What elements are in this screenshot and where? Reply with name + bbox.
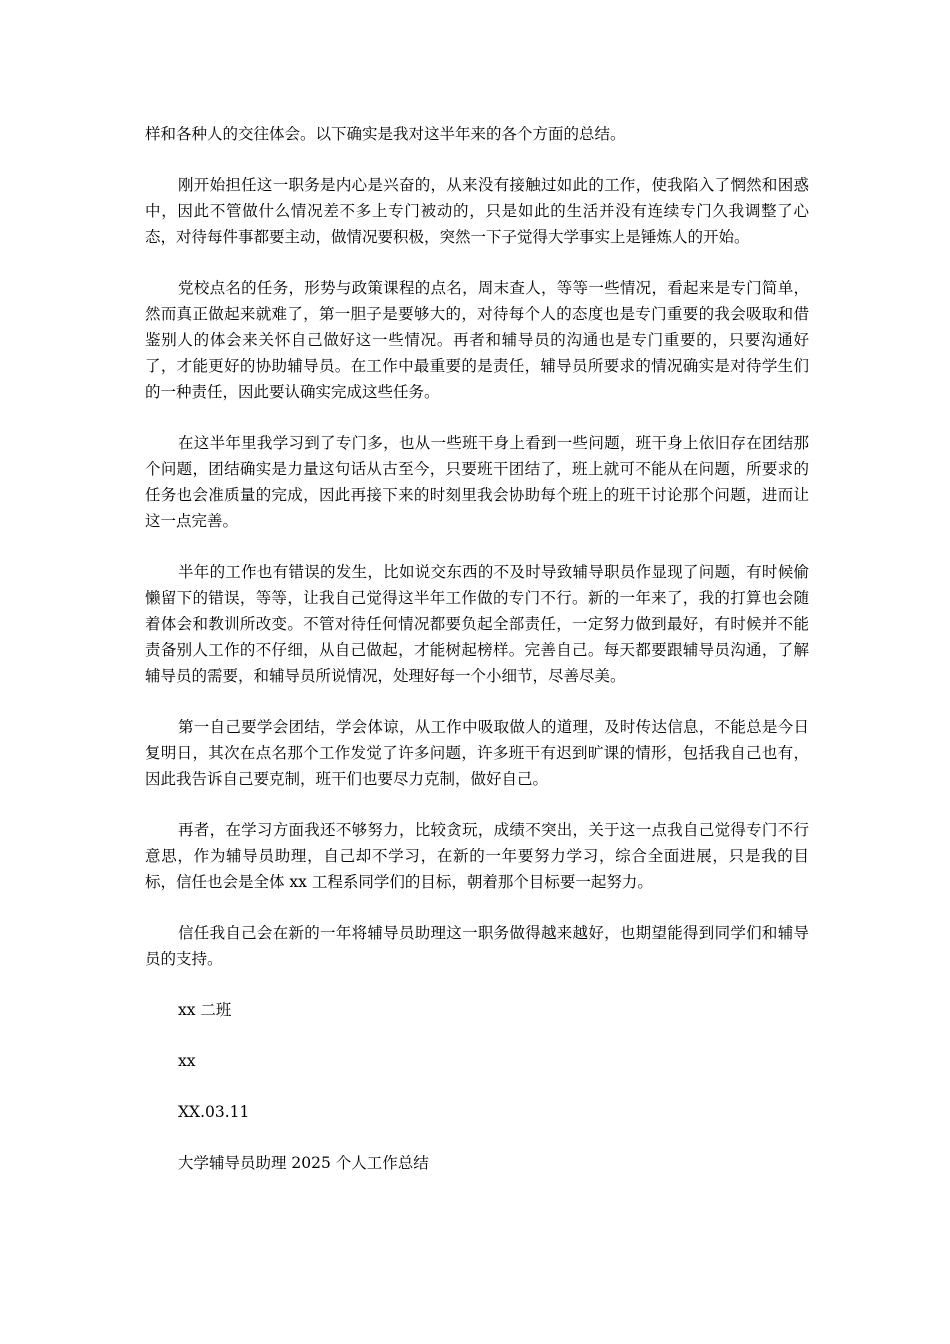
paragraph: 第一自己要学会团结，学会体谅，从工作中吸取做人的道理，及时传达信息，不能总是今日复明日，其次在点名那个工作发觉了许多问题，许多班干有迟到旷课的情形，包括我自己也有，因此我告诉自己要克制，班干们也要尽力克制，做好自己。 xyxy=(145,718,809,788)
paragraph: 半年的工作也有错误的发生，比如说交东西的不及时导致辅导职员作显现了问题，有时候偷懒留下的错误，等等，让我自己觉得这半年工作做的专门不行。新的一年来了，我的打算也会随着体会和教训所改变。不管对待任何情况都要负起全部责任，一定努力做到最好，有时候并不能责备别人工作的不仔细，从自己做起，才能树起榜样。完善自己。每天都要跟辅导员沟通，了解辅导员的需要，和辅导员所说情况，处理好每一个小细节，尽善尽美。 xyxy=(145,563,809,685)
signature-date: XX.03.11 xyxy=(178,1103,250,1121)
paragraph: 样和各种人的交往体会。以下确实是我对这半年来的各个方面的总结。 xyxy=(145,125,626,143)
paragraph: 再者，在学习方面我还不够努力，比较贪玩，成绩不突出，关于这一点我自己觉得专门不行意思，作为辅导员助理，自己却不学习，在新的一年要努力学习，综合全面进展，只是我的目标，信任也会是全体 xx 工程系同学们的目标，朝着那个目标要一起努力。 xyxy=(145,821,809,891)
paragraph: 信任我自己会在新的一年将辅导员助理这一职务做得越来越好，也期望能得到同学们和辅导员的支持。 xyxy=(145,924,809,968)
signature-class: xx 二班 xyxy=(178,1001,232,1019)
next-document-title: 大学辅导员助理 2025 个人工作总结 xyxy=(178,1154,429,1172)
signature-name: xx xyxy=(178,1052,196,1070)
document-body xyxy=(145,121,809,1201)
paragraph: 在这半年里我学习到了专门多，也从一些班干身上看到一些问题，班干身上依旧存在团结那个问题，团结确实是力量这句话从古至今，只要班干团结了，班上就可不能从在问题，所要求的任务也会准质量的完成，因此再接下来的时刻里我会协助每个班上的班干讨论那个问题，进而让这一点完善。 xyxy=(145,434,809,530)
paragraph: 刚开始担任这一职务是内心是兴奋的，从来没有接触过如此的工作，使我陷入了惘然和困惑中，因此不管做什么情况差不多上专门被动的，只是如此的生活并没有连续专门久我调整了心态，对待每件事都要主动，做情况要积极，突然一下子觉得大学事实上是锤炼人的开始。 xyxy=(145,176,809,246)
paragraph: 党校点名的任务，形势与政策课程的点名，周末查人，等等一些情况，看起来是专门简单，然而真正做起来就难了，第一胆子是要够大的，对待每个人的态度也是专门重要的我会吸取和借鉴别人的体会来关怀自己做好这一些情况。再者和辅导员的沟通也是专门重要的，只要沟通好了，才能更好的协助辅导员。在工作中最重要的是责任，辅导员所要求的情况确实是对待学生们的一种责任，因此要认确实完成这些任务。 xyxy=(145,279,809,401)
